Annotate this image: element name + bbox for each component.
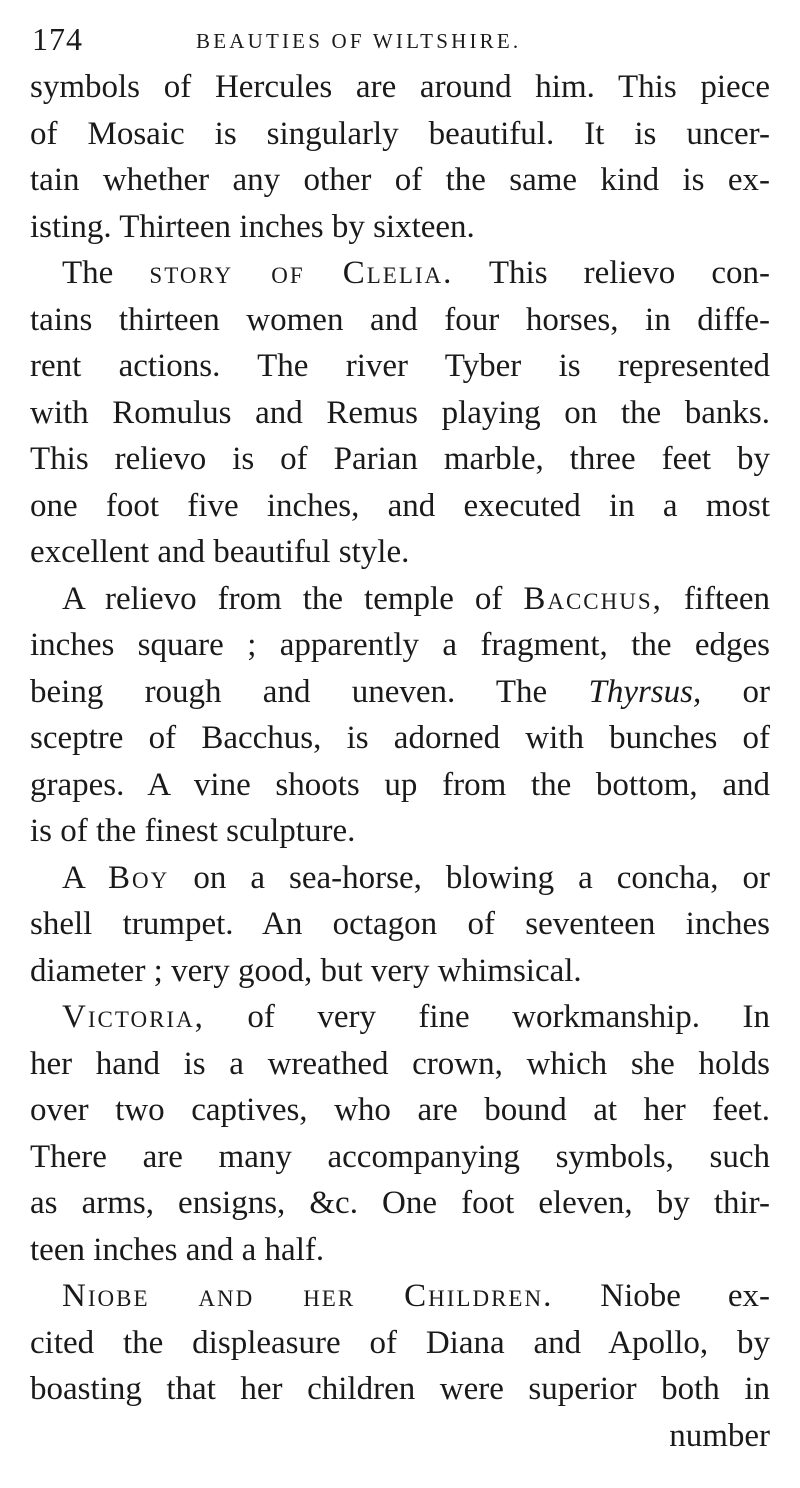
text-line: There are many accompanying symbols, such [30, 1138, 770, 1175]
text-line: tains thirteen women and four horses, in diffe- [30, 301, 770, 338]
text-line [30, 994, 770, 1041]
text-line: sceptre of Bacchus, is adorned with bunches of [30, 720, 770, 756]
text-line: boasting that her children were superior both in [30, 1371, 770, 1407]
catchword: number [669, 1417, 770, 1454]
text-line: diameter ; very good, but very whimsical. [30, 952, 582, 989]
text-line: shell trumpet. An octagon of seventeen inches [30, 906, 770, 942]
line-text: or [701, 673, 770, 710]
text-line [30, 250, 770, 297]
text-line: cited the displeasure of Diana and Apollo, by [30, 1324, 770, 1361]
text-line [30, 669, 770, 716]
text-line: excellent and beautiful style. [30, 534, 410, 570]
text-line [30, 1273, 770, 1320]
text-line: isting. Thirteen inches by sixteen. [30, 208, 475, 245]
text-line: teen inches and a half. [30, 1231, 325, 1268]
line-text: The [62, 255, 150, 291]
text-line: with Romulus and Remus playing on the banks. [30, 394, 770, 431]
running-head [30, 18, 770, 60]
niobe-heading: Niobe and her Children. [62, 1278, 554, 1314]
running-title: BEAUTIES OF WILTSHIRE. [196, 29, 522, 53]
book-page [30, 18, 770, 1459]
text-line: is of the finest sculpture. [30, 813, 356, 849]
line-text: fifteen [662, 580, 771, 617]
text-line: her hand is a wreathed crown, which she holds [30, 1045, 770, 1082]
text-line: one foot five inches, and executed in a most [30, 487, 770, 524]
boy-heading: Boy [108, 859, 170, 896]
text-line: as arms, ensigns, &c. One foot eleven, by thir- [30, 1185, 770, 1221]
line-text: A relievo from the temple of [62, 580, 524, 617]
text-line [30, 576, 770, 623]
line-text: of very fine workmanship. In [204, 999, 770, 1035]
line-text: Niobe ex- [553, 1278, 770, 1314]
text-line: grapes. A vine shoots up from the bottom, and [30, 766, 770, 803]
text-line: inches square ; apparently a fragment, the edges [30, 627, 770, 663]
text-line: tain whether any other of the same kind is ex- [30, 162, 770, 198]
line-text: A [62, 859, 109, 896]
text-line [30, 855, 770, 902]
text-line: of Mosaic is singularly beautiful. It is uncer- [30, 115, 770, 152]
story-of-clelia-heading: story of Clelia. [149, 255, 454, 291]
text-line: This relievo is of Parian marble, three feet by [30, 441, 770, 477]
line-text: This relievo con- [453, 255, 770, 291]
text-line: rent actions. The river Tyber is represented [30, 348, 770, 384]
line-text: being rough and uneven. The [30, 673, 589, 710]
page-number: 174 [32, 21, 83, 57]
body-text [30, 64, 770, 1459]
thyrsus-term: Thyrsus, [588, 673, 702, 710]
victoria-heading: Victoria, [62, 999, 205, 1035]
text-line: symbols of Hercules are around him. This piece [30, 69, 770, 105]
text-line: over two captives, who are bound at her feet. [30, 1092, 770, 1128]
line-text: on a sea-horse, blowing a concha, or [169, 859, 770, 896]
bacchus-name: Bacchus, [523, 580, 663, 617]
